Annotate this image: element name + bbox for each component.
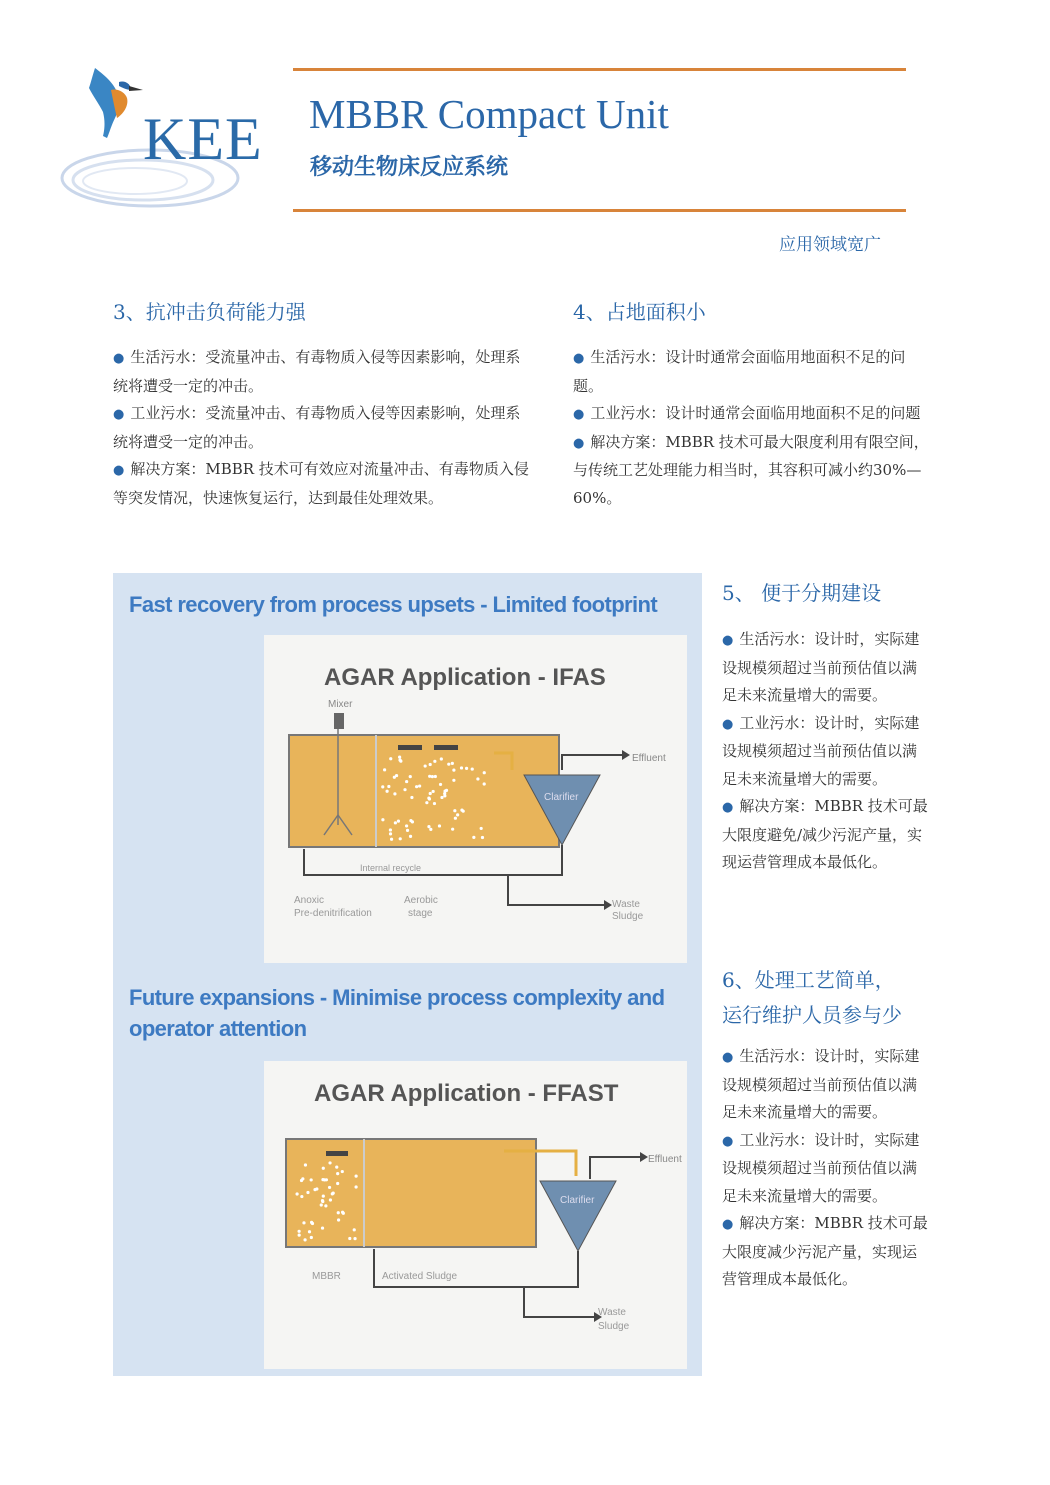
page-subtitle: 移动生物床反应系统 bbox=[310, 155, 509, 180]
section-5-item: ● 工业污水：设计时，实际建设规模须超过当前预估值以满足未来流量增大的需要。 bbox=[722, 713, 920, 788]
section-6-item: ● 生活污水：设计时，实际建设规模须超过当前预估值以满足未来流量增大的需要。 bbox=[722, 1047, 920, 1121]
media-dot bbox=[355, 1175, 358, 1178]
clarifier-cone bbox=[540, 1181, 616, 1251]
bullet-icon: ● bbox=[573, 351, 585, 366]
media-dot bbox=[300, 1195, 303, 1198]
panel-heading-1: Fast recovery from process upsets - Limited footprint bbox=[129, 592, 658, 617]
media-dot bbox=[324, 1204, 327, 1207]
panel-heading-2-line: operator attention bbox=[129, 1016, 307, 1041]
media-dot bbox=[440, 757, 443, 760]
media-dot bbox=[427, 797, 430, 800]
media-dot bbox=[310, 1221, 313, 1224]
section-4-title: 4、占地面积小 bbox=[573, 300, 706, 324]
media-dot bbox=[399, 837, 402, 840]
bullet-icon: ● bbox=[722, 716, 734, 732]
clarifier-label: Clarifier bbox=[544, 792, 579, 803]
media-dot bbox=[443, 794, 446, 797]
media-dot bbox=[389, 832, 392, 835]
bullet-icon: ● bbox=[113, 463, 125, 478]
tagline: 应用领域宽广 bbox=[779, 235, 881, 255]
media-dot bbox=[398, 755, 401, 758]
media-dot bbox=[431, 775, 434, 778]
media-dot bbox=[310, 1178, 313, 1181]
media-dot bbox=[348, 1237, 351, 1240]
section-5-item: ● 解决方案：MBBR 技术可最大限度避免/减少污泥产量，实现运营管理成本最低化。 bbox=[722, 797, 928, 871]
section-4-item: ● 解决方案：MBBR 技术可最大限度利用有限空间，与传统工艺处理能力相当时，其容积可减小约30%—60%。 bbox=[573, 432, 929, 507]
section-6-item: ● 解决方案：MBBR 技术可最大限度减少污泥产量，实现运营管理成本最低化。 bbox=[722, 1214, 928, 1288]
media-dot bbox=[409, 835, 412, 838]
ifas-tank bbox=[289, 735, 559, 847]
media-dot bbox=[381, 785, 384, 788]
media-dot bbox=[440, 796, 443, 799]
section-4-item: ● 工业污水：设计时通常会面临用地面积不足的问题 bbox=[573, 404, 921, 422]
media-dot bbox=[483, 771, 486, 774]
media-dot bbox=[322, 1167, 325, 1170]
media-dot bbox=[336, 1182, 339, 1185]
bullet-icon: ● bbox=[722, 633, 734, 648]
bottom-rule bbox=[293, 209, 906, 212]
media-dot bbox=[398, 759, 401, 762]
media-dot bbox=[302, 1221, 305, 1224]
waste-label: Waste bbox=[612, 899, 640, 910]
bullet-icon: ● bbox=[113, 407, 125, 422]
page-title: MBBR Compact Unit bbox=[309, 91, 669, 137]
media-dot bbox=[323, 1178, 326, 1181]
effluent-label: Effluent bbox=[648, 1154, 682, 1165]
sludge-label: Sludge bbox=[598, 1321, 630, 1332]
media-dot bbox=[456, 813, 459, 816]
media-dot bbox=[429, 763, 432, 766]
media-dot bbox=[405, 824, 408, 827]
media-dot bbox=[301, 1177, 304, 1180]
media-dot bbox=[439, 783, 442, 786]
bullet-icon: ● bbox=[113, 351, 125, 366]
bullet-icon: ● bbox=[722, 1050, 734, 1065]
media-dot bbox=[303, 1238, 306, 1241]
diagram-panel bbox=[113, 573, 702, 1376]
section-4-item: ● 生活污水：设计时通常会面临用地面积不足的问题。 bbox=[573, 348, 906, 395]
activated-sludge-label: Activated Sludge bbox=[382, 1271, 458, 1282]
media-dot bbox=[341, 1211, 344, 1214]
media-dot bbox=[472, 836, 475, 839]
stage-label: stage bbox=[408, 908, 433, 919]
media-dot bbox=[445, 789, 448, 792]
media-dot bbox=[306, 1191, 309, 1194]
media-dot bbox=[329, 1198, 332, 1201]
media-dot bbox=[310, 1236, 313, 1239]
anoxic-label: Anoxic bbox=[294, 895, 325, 906]
media-dot bbox=[353, 1237, 356, 1240]
mixer-icon bbox=[334, 713, 344, 729]
media-dot bbox=[332, 1192, 335, 1195]
media-dot bbox=[406, 829, 409, 832]
media-dot bbox=[295, 1192, 298, 1195]
media-dot bbox=[460, 766, 463, 769]
section-6-title-line: 运行维护人员参与少 bbox=[722, 1003, 902, 1027]
media-dot bbox=[308, 1230, 311, 1233]
internal-recycle-label: Internal recycle bbox=[360, 863, 422, 873]
media-dot bbox=[418, 784, 421, 787]
bullet-icon: ● bbox=[573, 435, 585, 451]
ifas-diagram-title: AGAR Application - IFAS bbox=[324, 664, 606, 691]
mbbr-label: MBBR bbox=[312, 1271, 341, 1282]
media-dot bbox=[394, 821, 397, 824]
section-3-item: ● 工业污水：受流量冲击、有毒物质入侵等因素影响，处理系统将遭受一定的冲击。 bbox=[113, 404, 521, 451]
sludge-label: Sludge bbox=[612, 911, 644, 922]
media-dot bbox=[381, 818, 384, 821]
media-dot bbox=[425, 801, 428, 804]
section-3-item: ● 生活污水：受流量冲击、有毒物质入侵等因素影响，处理系统将遭受一定的冲击。 bbox=[113, 348, 521, 395]
media-dot bbox=[438, 824, 441, 827]
media-dot bbox=[341, 1170, 344, 1173]
section-6-title bbox=[722, 963, 902, 1033]
media-dot bbox=[328, 1186, 331, 1189]
media-dot bbox=[298, 1230, 301, 1233]
mixer-label: Mixer bbox=[328, 699, 353, 710]
predenitrification-label: Pre-denitrification bbox=[294, 908, 372, 919]
media-dot bbox=[434, 775, 437, 778]
section-3-title: 3、抗冲击负荷能力强 bbox=[113, 300, 306, 324]
media-dot bbox=[433, 760, 436, 763]
media-dot bbox=[387, 785, 390, 788]
media-dot bbox=[453, 809, 456, 812]
section-5-title: 5、 便于分期建设 bbox=[722, 581, 882, 605]
media-dot bbox=[433, 802, 436, 805]
media-dot bbox=[432, 790, 435, 793]
media-dot bbox=[480, 827, 483, 830]
section-3-item: ● 解决方案：MBBR 技术可有效应对流量冲击、有毒物质入侵等突发情况，快速恢复运行，达到最佳处理效果。 bbox=[113, 460, 529, 507]
media-dot bbox=[465, 767, 468, 770]
clarifier-label: Clarifier bbox=[560, 1195, 595, 1206]
media-dot bbox=[476, 777, 479, 780]
media-dot bbox=[322, 1195, 325, 1198]
media-dot bbox=[452, 769, 455, 772]
waste-label: Waste bbox=[598, 1307, 626, 1318]
panel-heading-2 bbox=[129, 982, 664, 1044]
media-dot bbox=[451, 828, 454, 831]
media-dot bbox=[383, 768, 386, 771]
bullet-icon: ● bbox=[573, 407, 585, 422]
media-dot bbox=[395, 774, 398, 777]
media-dot bbox=[454, 817, 457, 820]
media-dot bbox=[451, 762, 454, 765]
section-5-item: ● 生活污水：设计时，实际建设规模须超过当前预估值以满足未来流量增大的需要。 bbox=[722, 630, 920, 704]
media-dot bbox=[429, 792, 432, 795]
media-dot bbox=[328, 1161, 331, 1164]
section-6-item: ● 工业污水：设计时，实际建设规模须超过当前预估值以满足未来流量增大的需要。 bbox=[722, 1130, 920, 1205]
media-dot bbox=[403, 788, 406, 791]
media-dot bbox=[304, 1163, 307, 1166]
media-dot bbox=[321, 1226, 324, 1229]
media-dot bbox=[389, 757, 392, 760]
media-dot bbox=[337, 1218, 340, 1221]
media-dot bbox=[405, 780, 408, 783]
section-5-body bbox=[722, 626, 928, 877]
section-3-body bbox=[113, 344, 531, 512]
aerobic-label: Aerobic bbox=[404, 895, 438, 906]
media-dot bbox=[336, 1172, 339, 1175]
media-dot bbox=[483, 782, 486, 785]
media-dot bbox=[427, 825, 430, 828]
media-dot bbox=[393, 792, 396, 795]
media-dot bbox=[313, 1188, 316, 1191]
logo-text: KEE bbox=[143, 106, 263, 172]
ffast-tank bbox=[286, 1139, 536, 1247]
media-dot bbox=[409, 775, 412, 778]
top-rule bbox=[293, 68, 906, 71]
media-dot bbox=[460, 809, 463, 812]
media-dot bbox=[429, 828, 432, 831]
media-dot bbox=[481, 836, 484, 839]
panel-heading-2-line: Future expansions - Minimise process complexity and bbox=[129, 985, 665, 1010]
media-dot bbox=[337, 1211, 340, 1214]
media-dot bbox=[335, 1166, 338, 1169]
media-dot bbox=[397, 820, 400, 823]
media-dot bbox=[390, 838, 393, 841]
media-dot bbox=[452, 779, 455, 782]
ifas-diagram bbox=[264, 635, 687, 963]
media-dot bbox=[410, 796, 413, 799]
media-dot bbox=[447, 763, 450, 766]
media-dot bbox=[321, 1199, 324, 1202]
kee-logo bbox=[55, 60, 270, 220]
ffast-diagram-title: AGAR Application - FFAST bbox=[314, 1080, 619, 1107]
media-dot bbox=[354, 1185, 357, 1188]
media-dot bbox=[389, 828, 392, 831]
bullet-icon: ● bbox=[722, 1133, 734, 1149]
bullet-icon: ● bbox=[722, 800, 734, 815]
media-dot bbox=[298, 1233, 301, 1236]
effluent-label: Effluent bbox=[632, 753, 666, 764]
section-6-body bbox=[722, 1043, 928, 1294]
media-dot bbox=[320, 1203, 323, 1206]
ffast-diagram bbox=[264, 1061, 687, 1369]
media-dot bbox=[385, 790, 388, 793]
media-dot bbox=[409, 819, 412, 822]
media-dot bbox=[415, 785, 418, 788]
bullet-icon: ● bbox=[722, 1217, 734, 1232]
section-6-title-line: 6、处理工艺简单， bbox=[722, 968, 895, 992]
section-4-body bbox=[573, 344, 929, 512]
media-dot bbox=[353, 1228, 356, 1231]
media-dot bbox=[424, 764, 427, 767]
media-dot bbox=[471, 767, 474, 770]
